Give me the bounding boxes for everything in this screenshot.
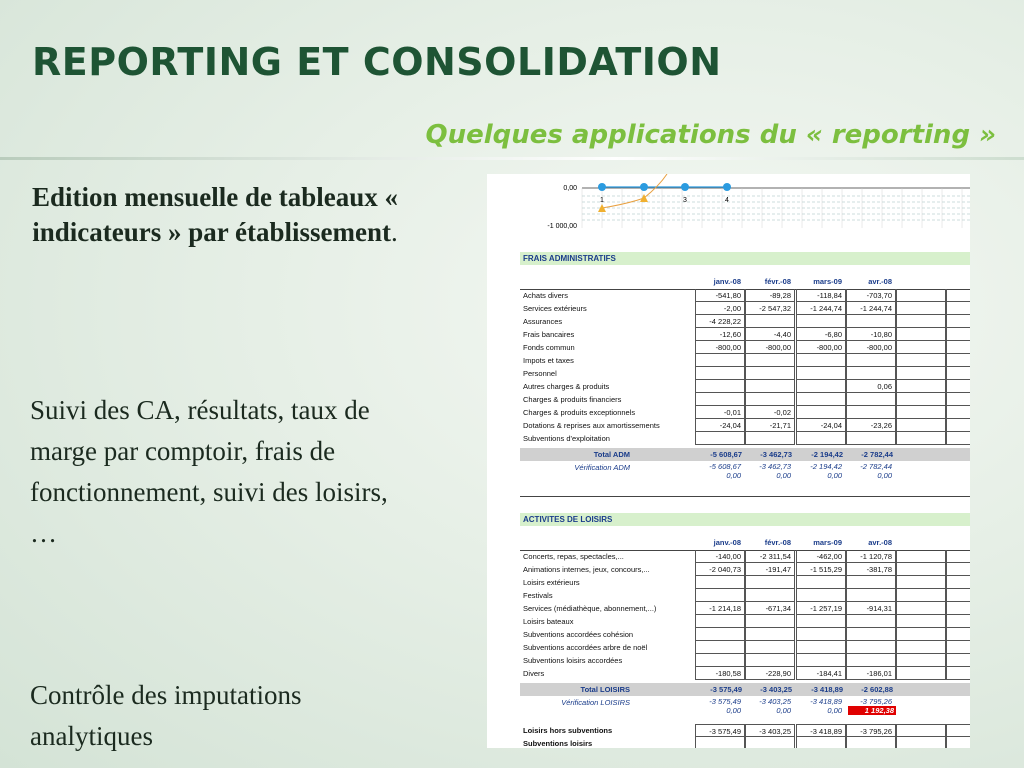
total-value: -3 403,25: [760, 685, 792, 694]
chart-y-tick-label: 0,00: [563, 185, 577, 192]
table-cell: [796, 654, 846, 667]
table-cell: [946, 576, 970, 589]
table-cell: [745, 315, 795, 328]
mini-line-chart: [487, 174, 970, 244]
month-header: janv.-08: [713, 277, 741, 286]
table-cell: [796, 641, 846, 654]
table-row: [520, 615, 970, 628]
table-row: [520, 341, 970, 354]
total-cell: [796, 683, 846, 696]
table-cell: [896, 341, 946, 354]
table-cell: [695, 654, 745, 667]
month-header: avr.-08: [868, 538, 892, 547]
table-cell: -800,00: [745, 341, 795, 354]
verification-diff: 0,00: [726, 706, 741, 715]
table-cell: -24,04: [695, 419, 745, 432]
table-cell: -2 311,54: [745, 550, 795, 563]
chart-x-tick-label: 1: [600, 197, 604, 204]
row-label: Autres charges & produits: [523, 382, 610, 391]
table-cell: [846, 641, 896, 654]
table-cell: [896, 724, 946, 737]
table-cell: [745, 615, 795, 628]
table-cell: [695, 628, 745, 641]
paragraph-suivi: Suivi des CA, résultats, taux de marge par comptoir, frais de fonctionnement, suivi des loisirs, …: [30, 395, 388, 548]
table-cell: -228,90: [745, 667, 795, 680]
total-value: -3 418,89: [811, 685, 843, 694]
table-row: [520, 589, 970, 602]
chart-series-line-2: [602, 174, 667, 208]
table-row: [520, 654, 970, 667]
total-cell: [695, 448, 745, 461]
table-cell: -3 795,26: [846, 724, 896, 737]
verification-row: [520, 696, 970, 716]
total-cell: [846, 683, 896, 696]
table-cell: [946, 550, 970, 563]
table-cell: [896, 289, 946, 302]
row-label: Services extérieurs: [523, 304, 587, 313]
table-cell: [745, 367, 795, 380]
lead-bold-text: Edition mensuelle de tableaux « indicateurs » par établissement: [31, 182, 399, 247]
slide-title: REPORTING ET CONSOLIDATION: [32, 40, 722, 84]
row-label: Achats divers: [523, 291, 569, 300]
verification-value: -2 194,42: [810, 462, 842, 471]
month-header: avr.-08: [868, 277, 892, 286]
table-cell: [896, 628, 946, 641]
table-cell: [745, 354, 795, 367]
row-label: Personnel: [523, 369, 557, 378]
table-cell: [796, 628, 846, 641]
verification-diff: 0,00: [776, 706, 791, 715]
verification-label: Vérification ADM: [574, 463, 630, 472]
table-cell: -703,70: [846, 289, 896, 302]
table-cell: -381,78: [846, 563, 896, 576]
table-cell: [896, 393, 946, 406]
table-cell: -180,58: [695, 667, 745, 680]
table-row: [520, 354, 970, 367]
table-cell: [796, 315, 846, 328]
table-cell: [695, 641, 745, 654]
table-cell: -2,00: [695, 302, 745, 315]
table-cell: [946, 602, 970, 615]
left-text-column: [30, 180, 400, 751]
table-cell: -10,80: [846, 328, 896, 341]
table-row: [520, 563, 970, 576]
verification-diff: 0,00: [877, 471, 892, 480]
slide-subtitle: Quelques applications du « reporting »: [425, 120, 996, 150]
table-cell: [896, 563, 946, 576]
table-cell: [946, 724, 970, 737]
table-cell: [745, 589, 795, 602]
table-cell: [695, 589, 745, 602]
table-cell: -184,41: [796, 667, 846, 680]
table-cell: -3 575,49: [695, 724, 745, 737]
table-cell: -21,71: [745, 419, 795, 432]
row-label: Charges & produits exceptionnels: [523, 408, 636, 417]
table-cell: [796, 589, 846, 602]
table-cell: [946, 289, 970, 302]
table-cell: -186,01: [846, 667, 896, 680]
table-cell: [896, 302, 946, 315]
table-cell: [695, 393, 745, 406]
table-cell: [896, 615, 946, 628]
table-cell: [846, 406, 896, 419]
table-cell: [946, 328, 970, 341]
table-cell: [946, 432, 970, 445]
table-cell: [846, 589, 896, 602]
table-cell: [846, 393, 896, 406]
total-value: -2 602,88: [861, 685, 893, 694]
table-cell: -1 244,74: [846, 302, 896, 315]
table-cell: 0,06: [846, 380, 896, 393]
table-cell: [796, 615, 846, 628]
table-cell: [695, 615, 745, 628]
table-cell: [946, 406, 970, 419]
row-label: Dotations & reprises aux amortissements: [523, 421, 660, 430]
lead-period: .: [391, 217, 398, 247]
table-cell: [946, 419, 970, 432]
table-cell: [796, 737, 846, 748]
total-cell: [796, 448, 846, 461]
table-cell: [896, 550, 946, 563]
table-cell: -800,00: [796, 341, 846, 354]
table-row: [520, 367, 970, 380]
table-cell: [745, 393, 795, 406]
total-row: [520, 683, 970, 696]
table-cell: [745, 432, 795, 445]
table-cell: -1 257,19: [796, 602, 846, 615]
verification-value: -3 403,25: [759, 697, 791, 706]
total-row: [520, 448, 970, 461]
table-cell: [745, 628, 795, 641]
frais-section-title: FRAIS ADMINISTRATIFS: [523, 254, 616, 263]
total-cell: [846, 448, 896, 461]
row-label: Concerts, repas, spectacles,...: [523, 552, 624, 561]
table-cell: [695, 576, 745, 589]
table-cell: -1 515,29: [796, 563, 846, 576]
table-cell: -0,01: [695, 406, 745, 419]
table-cell: [745, 380, 795, 393]
total-label: Total ADM: [593, 450, 630, 459]
row-label: Frais bancaires: [523, 330, 575, 339]
table-cell: [896, 602, 946, 615]
table-row: [520, 328, 970, 341]
table-row: [520, 602, 970, 615]
table-cell: [745, 641, 795, 654]
table-cell: -2 547,32: [745, 302, 795, 315]
table-cell: [846, 737, 896, 748]
chart-x-tick-label: 3: [683, 197, 687, 204]
month-header: févr.-08: [764, 277, 791, 286]
lead-paragraph: [30, 180, 400, 250]
chart-y-tick-label: -1 000,00: [547, 223, 577, 230]
table-cell: -6,80: [796, 328, 846, 341]
table-cell: [946, 380, 970, 393]
table-cell: [946, 641, 970, 654]
month-header: févr.-08: [764, 538, 791, 547]
table-cell: -0,02: [745, 406, 795, 419]
table-cell: [946, 302, 970, 315]
loisirs-hors-subventions-row: [520, 724, 970, 737]
verification-label: Vérification LOISIRS: [561, 698, 630, 707]
table-cell: [946, 589, 970, 602]
table-cell: [896, 737, 946, 748]
table-cell: [695, 380, 745, 393]
total-value: -5 608,67: [710, 450, 742, 459]
table-cell: [896, 589, 946, 602]
month-header: janv.-08: [713, 538, 741, 547]
total-value: -3 575,49: [710, 685, 742, 694]
table-cell: [896, 315, 946, 328]
table-cell: -23,26: [846, 419, 896, 432]
chart-x-tick-label: 4: [725, 197, 729, 204]
table-row: [520, 289, 970, 302]
table-cell: [946, 628, 970, 641]
row-label: Subventions accordées arbre de noël: [523, 643, 648, 652]
loisirs-section-title: ACTIVITES DE LOISIRS: [523, 515, 613, 524]
table-cell: [896, 354, 946, 367]
table-row: [520, 380, 970, 393]
table-row: [520, 550, 970, 563]
table-cell: -12,60: [695, 328, 745, 341]
table-cell: [946, 354, 970, 367]
month-header: mars-09: [813, 538, 842, 547]
section-separator: [520, 496, 970, 497]
table-cell: [796, 354, 846, 367]
table-cell: [846, 615, 896, 628]
table-cell: -3 418,89: [796, 724, 846, 737]
row-label: Impots et taxes: [523, 356, 574, 365]
table-cell: -1 120,78: [846, 550, 896, 563]
table-cell: [745, 576, 795, 589]
table-cell: -541,80: [695, 289, 745, 302]
total-cell: [695, 683, 745, 696]
table-cell: -118,84: [796, 289, 846, 302]
table-cell: -1 244,74: [796, 302, 846, 315]
table-cell: [846, 432, 896, 445]
table-cell: -671,34: [745, 602, 795, 615]
row-label: Animations internes, jeux, concours,...: [523, 565, 650, 574]
row-label: Subventions d'exploitation: [523, 434, 610, 443]
table-cell: [796, 432, 846, 445]
row-label: Subventions accordées cohésion: [523, 630, 634, 639]
verification-value: -3 575,49: [709, 697, 741, 706]
table-row: [520, 667, 970, 680]
verification-diff: 0,00: [726, 471, 741, 480]
table-cell: -140,00: [695, 550, 745, 563]
verification-diff: 1 192,38: [848, 706, 896, 715]
row-label: Subventions loisirs accordées: [523, 656, 623, 665]
table-cell: [896, 641, 946, 654]
total-value: -3 462,73: [760, 450, 792, 459]
table-cell: [896, 432, 946, 445]
table-cell: [896, 328, 946, 341]
table-cell: -914,31: [846, 602, 896, 615]
row-label: Loisirs bateaux: [523, 617, 574, 626]
row-label: Assurances: [523, 317, 563, 326]
row-label: Charges & produits financiers: [523, 395, 622, 404]
table-cell: -4 228,22: [695, 315, 745, 328]
table-cell: [695, 432, 745, 445]
table-cell: [695, 367, 745, 380]
verification-value: -3 795,26: [860, 697, 892, 706]
table-cell: [896, 380, 946, 393]
verification-diff: 0,00: [827, 706, 842, 715]
table-row: [520, 406, 970, 419]
total-value: -2 782,44: [861, 450, 893, 459]
row-label: Fonds commun: [523, 343, 575, 352]
table-cell: [896, 367, 946, 380]
table-cell: -462,00: [796, 550, 846, 563]
row-label: Subventions loisirs: [523, 739, 593, 748]
table-cell: [946, 667, 970, 680]
verification-diff: 0,00: [776, 471, 791, 480]
paragraph-controle: Contrôle des imputations analytiques: [30, 680, 302, 751]
table-cell: [946, 367, 970, 380]
row-label: Loisirs hors subventions: [523, 726, 613, 735]
table-cell: [846, 367, 896, 380]
subventions-loisirs-row: [520, 737, 970, 748]
table-cell: [946, 615, 970, 628]
verification-value: -3 418,89: [810, 697, 842, 706]
total-cell: [745, 448, 795, 461]
table-cell: [896, 406, 946, 419]
table-cell: [796, 576, 846, 589]
table-cell: -4,40: [745, 328, 795, 341]
table-row: [520, 393, 970, 406]
table-cell: [846, 576, 896, 589]
total-cell: [745, 683, 795, 696]
table-cell: [846, 315, 896, 328]
row-label: Loisirs extérieurs: [523, 578, 580, 587]
table-row: [520, 419, 970, 432]
table-cell: [695, 737, 745, 748]
verification-row: [520, 461, 970, 481]
table-cell: [846, 354, 896, 367]
frais-section-header: [520, 252, 970, 265]
table-row: [520, 641, 970, 654]
table-cell: [946, 315, 970, 328]
table-cell: [946, 341, 970, 354]
table-row: [520, 302, 970, 315]
spreadsheet-screenshot: [487, 174, 970, 748]
table-cell: -1 214,18: [695, 602, 745, 615]
title-divider: [0, 157, 1024, 160]
row-label: Divers: [523, 669, 545, 678]
table-cell: [796, 406, 846, 419]
table-cell: [946, 563, 970, 576]
table-cell: [796, 367, 846, 380]
table-cell: [946, 393, 970, 406]
table-cell: [846, 628, 896, 641]
table-cell: -800,00: [846, 341, 896, 354]
table-cell: -191,47: [745, 563, 795, 576]
total-value: -2 194,42: [811, 450, 843, 459]
loisirs-section-header: [520, 513, 970, 526]
table-row: [520, 432, 970, 445]
table-cell: [896, 419, 946, 432]
table-cell: [745, 737, 795, 748]
table-cell: [946, 654, 970, 667]
table-cell: -24,04: [796, 419, 846, 432]
verification-value: -5 608,67: [709, 462, 741, 471]
table-cell: [846, 654, 896, 667]
table-cell: [896, 654, 946, 667]
table-cell: [695, 354, 745, 367]
total-label: Total LOISIRS: [580, 685, 630, 694]
verification-value: -3 462,73: [759, 462, 791, 471]
verification-diff: 0,00: [827, 471, 842, 480]
table-cell: -2 040,73: [695, 563, 745, 576]
table-row: [520, 576, 970, 589]
table-cell: [896, 576, 946, 589]
table-cell: [796, 380, 846, 393]
table-cell: [745, 654, 795, 667]
row-label: Festivals: [523, 591, 553, 600]
table-cell: [796, 393, 846, 406]
row-label: Services (médiathèque, abonnement,...): [523, 604, 657, 613]
table-cell: -800,00: [695, 341, 745, 354]
table-row: [520, 315, 970, 328]
verification-value: -2 782,44: [860, 462, 892, 471]
table-cell: [896, 667, 946, 680]
table-cell: -3 403,25: [745, 724, 795, 737]
table-row: [520, 628, 970, 641]
table-cell: [946, 737, 970, 748]
table-cell: -89,28: [745, 289, 795, 302]
month-header: mars-09: [813, 277, 842, 286]
